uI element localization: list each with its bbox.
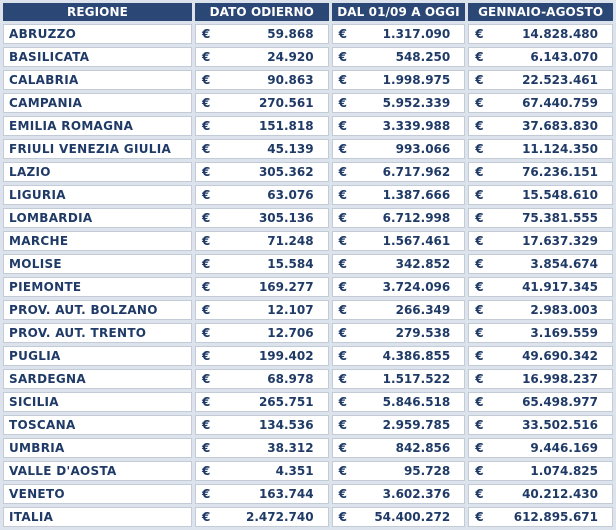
table-row: [3, 162, 613, 182]
currency-symbol: €: [201, 372, 211, 386]
dal-01-09-cell: [332, 300, 466, 320]
currency-symbol: €: [338, 165, 347, 179]
currency-symbol: €: [338, 96, 347, 110]
amount-value: 3.169.559: [530, 326, 598, 340]
currency-symbol: €: [475, 487, 484, 501]
amount-value: 1.517.522: [382, 372, 451, 386]
table-row: [3, 461, 613, 481]
currency-symbol: €: [475, 441, 484, 455]
dato-odierno-cell: [195, 162, 329, 182]
currency-symbol: €: [475, 418, 484, 432]
currency-symbol: €: [201, 510, 211, 524]
header-dato-odierno: DATO ODIERNO: [195, 3, 329, 21]
gennaio-agosto-cell: [468, 185, 613, 205]
currency-symbol: €: [475, 165, 484, 179]
currency-symbol: €: [201, 487, 211, 501]
header-gennaio-agosto: GENNAIO-AGOSTO: [468, 3, 613, 21]
amount-value: 16.998.237: [522, 372, 598, 386]
gennaio-agosto-cell: [468, 346, 613, 366]
amount-value: 5.846.518: [382, 395, 451, 409]
amount-value: 63.076: [267, 188, 314, 202]
currency-symbol: €: [201, 234, 211, 248]
dal-01-09-cell: [332, 323, 466, 343]
currency-symbol: €: [475, 188, 484, 202]
amount-value: 67.440.759: [522, 96, 598, 110]
dato-odierno-cell: [195, 70, 329, 90]
currency-symbol: €: [475, 211, 484, 225]
dal-01-09-cell: [332, 277, 466, 297]
amount-value: 4.351: [275, 464, 314, 478]
region-name-cell: PIEMONTE: [3, 277, 192, 297]
amount-value: 270.561: [258, 96, 314, 110]
dato-odierno-cell: [195, 277, 329, 297]
gennaio-agosto-cell: [468, 162, 613, 182]
dato-odierno-cell: [195, 300, 329, 320]
amount-value: 33.502.516: [522, 418, 598, 432]
amount-value: 12.107: [267, 303, 314, 317]
gennaio-agosto-cell: [468, 300, 613, 320]
currency-symbol: €: [475, 234, 484, 248]
dal-01-09-cell: [332, 507, 466, 527]
gennaio-agosto-cell: [468, 208, 613, 228]
dato-odierno-cell: [195, 484, 329, 504]
amount-value: 1.998.975: [382, 73, 451, 87]
amount-value: 1.317.090: [382, 27, 451, 41]
currency-symbol: €: [338, 234, 347, 248]
header-dal-01-09: DAL 01/09 A OGGI: [332, 3, 466, 21]
currency-symbol: €: [201, 73, 211, 87]
currency-symbol: €: [338, 487, 347, 501]
region-name-cell: FRIULI VENEZIA GIULIA: [3, 139, 192, 159]
amount-value: 134.536: [258, 418, 314, 432]
table-row: [3, 392, 613, 412]
currency-symbol: €: [338, 280, 347, 294]
currency-symbol: €: [338, 418, 347, 432]
table-row: [3, 369, 613, 389]
amount-value: 22.523.461: [522, 73, 598, 87]
amount-value: 49.690.342: [522, 349, 598, 363]
amount-value: 4.386.855: [382, 349, 451, 363]
dato-odierno-cell: [195, 93, 329, 113]
currency-symbol: €: [201, 165, 211, 179]
table-row: [3, 47, 613, 67]
table-row: [3, 231, 613, 251]
amount-value: 265.751: [258, 395, 314, 409]
dato-odierno-cell: [195, 392, 329, 412]
dato-odierno-cell: [195, 185, 329, 205]
gennaio-agosto-cell: [468, 461, 613, 481]
region-name-cell: UMBRIA: [3, 438, 192, 458]
amount-value: 548.250: [395, 50, 451, 64]
currency-symbol: €: [201, 303, 211, 317]
amount-value: 612.895.671: [513, 510, 598, 524]
header-row: [3, 3, 613, 21]
dato-odierno-cell: [195, 369, 329, 389]
dal-01-09-cell: [332, 484, 466, 504]
currency-symbol: €: [338, 464, 347, 478]
dal-01-09-cell: [332, 116, 466, 136]
currency-symbol: €: [201, 96, 211, 110]
table-row: [3, 24, 613, 44]
currency-symbol: €: [201, 257, 211, 271]
amount-value: 2.959.785: [382, 418, 451, 432]
currency-symbol: €: [338, 119, 347, 133]
region-name-cell: SARDEGNA: [3, 369, 192, 389]
amount-value: 342.852: [395, 257, 451, 271]
currency-symbol: €: [201, 395, 211, 409]
gennaio-agosto-cell: [468, 70, 613, 90]
gennaio-agosto-cell: [468, 484, 613, 504]
gennaio-agosto-cell: [468, 277, 613, 297]
amount-value: 1.387.666: [382, 188, 451, 202]
amount-value: 279.538: [395, 326, 451, 340]
region-name-cell: CALABRIA: [3, 70, 192, 90]
amount-value: 59.868: [267, 27, 314, 41]
region-name-cell: TOSCANA: [3, 415, 192, 435]
currency-symbol: €: [338, 27, 347, 41]
region-name-cell: ITALIA: [3, 507, 192, 527]
amount-value: 54.400.272: [374, 510, 451, 524]
table-body: [3, 24, 613, 527]
table-row: [3, 254, 613, 274]
amount-value: 40.212.430: [522, 487, 598, 501]
dal-01-09-cell: [332, 70, 466, 90]
amount-value: 68.978: [267, 372, 314, 386]
dato-odierno-cell: [195, 254, 329, 274]
amount-value: 65.498.977: [522, 395, 598, 409]
gennaio-agosto-cell: [468, 254, 613, 274]
currency-symbol: €: [475, 73, 484, 87]
currency-symbol: €: [201, 280, 211, 294]
table-row: [3, 323, 613, 343]
region-name-cell: ABRUZZO: [3, 24, 192, 44]
amount-value: 1.074.825: [530, 464, 598, 478]
amount-value: 163.744: [258, 487, 314, 501]
amount-value: 169.277: [258, 280, 314, 294]
amount-value: 151.818: [258, 119, 314, 133]
currency-symbol: €: [338, 50, 347, 64]
gennaio-agosto-cell: [468, 369, 613, 389]
currency-symbol: €: [338, 188, 347, 202]
gennaio-agosto-cell: [468, 231, 613, 251]
amount-value: 17.637.329: [522, 234, 598, 248]
dal-01-09-cell: [332, 93, 466, 113]
table-row: [3, 70, 613, 90]
region-name-cell: CAMPANIA: [3, 93, 192, 113]
amount-value: 9.446.169: [530, 441, 598, 455]
dato-odierno-cell: [195, 47, 329, 67]
amount-value: 12.706: [267, 326, 314, 340]
amount-value: 266.349: [395, 303, 451, 317]
dato-odierno-cell: [195, 415, 329, 435]
currency-symbol: €: [475, 142, 484, 156]
table-row: [3, 93, 613, 113]
region-name-cell: VALLE D'AOSTA: [3, 461, 192, 481]
amount-value: 2.472.740: [246, 510, 314, 524]
amount-value: 38.312: [267, 441, 314, 455]
amount-value: 15.584: [267, 257, 314, 271]
amount-value: 5.952.339: [382, 96, 451, 110]
table-row-total: [3, 507, 613, 527]
region-name-cell: SICILIA: [3, 392, 192, 412]
dato-odierno-cell: [195, 116, 329, 136]
currency-symbol: €: [201, 50, 211, 64]
amount-value: 24.920: [267, 50, 314, 64]
currency-symbol: €: [475, 257, 484, 271]
currency-symbol: €: [475, 510, 484, 524]
amount-value: 6.712.998: [382, 211, 451, 225]
currency-symbol: €: [475, 372, 484, 386]
dato-odierno-cell: [195, 438, 329, 458]
currency-symbol: €: [475, 464, 484, 478]
dal-01-09-cell: [332, 461, 466, 481]
amount-value: 3.602.376: [382, 487, 451, 501]
currency-symbol: €: [201, 119, 211, 133]
dal-01-09-cell: [332, 139, 466, 159]
amount-value: 305.136: [258, 211, 314, 225]
amount-value: 993.066: [395, 142, 451, 156]
dato-odierno-cell: [195, 24, 329, 44]
gennaio-agosto-cell: [468, 47, 613, 67]
table-row: [3, 139, 613, 159]
amount-value: 37.683.830: [522, 119, 598, 133]
dal-01-09-cell: [332, 392, 466, 412]
amount-value: 199.402: [258, 349, 314, 363]
currency-symbol: €: [475, 349, 484, 363]
amount-value: 41.917.345: [522, 280, 598, 294]
amount-value: 75.381.555: [522, 211, 598, 225]
dal-01-09-cell: [332, 24, 466, 44]
table-row: [3, 346, 613, 366]
currency-symbol: €: [475, 27, 484, 41]
dal-01-09-cell: [332, 231, 466, 251]
amount-value: 842.856: [395, 441, 451, 455]
currency-symbol: €: [201, 349, 211, 363]
currency-symbol: €: [338, 349, 347, 363]
gennaio-agosto-cell: [468, 24, 613, 44]
table-row: [3, 277, 613, 297]
amount-value: 305.362: [258, 165, 314, 179]
currency-symbol: €: [475, 303, 484, 317]
amount-value: 45.139: [267, 142, 314, 156]
dato-odierno-cell: [195, 208, 329, 228]
currency-symbol: €: [201, 188, 211, 202]
dato-odierno-cell: [195, 231, 329, 251]
dato-odierno-cell: [195, 323, 329, 343]
dato-odierno-cell: [195, 507, 329, 527]
amount-value: 15.548.610: [522, 188, 598, 202]
amount-value: 90.863: [267, 73, 314, 87]
dal-01-09-cell: [332, 208, 466, 228]
dal-01-09-cell: [332, 346, 466, 366]
region-name-cell: PUGLIA: [3, 346, 192, 366]
table-row: [3, 300, 613, 320]
dal-01-09-cell: [332, 415, 466, 435]
gennaio-agosto-cell: [468, 415, 613, 435]
currency-symbol: €: [201, 27, 211, 41]
amount-value: 14.828.480: [522, 27, 598, 41]
currency-symbol: €: [338, 211, 347, 225]
currency-symbol: €: [475, 96, 484, 110]
currency-symbol: €: [338, 326, 347, 340]
currency-symbol: €: [338, 73, 347, 87]
dal-01-09-cell: [332, 162, 466, 182]
dato-odierno-cell: [195, 461, 329, 481]
region-name-cell: MARCHE: [3, 231, 192, 251]
currency-symbol: €: [338, 441, 347, 455]
amount-value: 95.728: [403, 464, 451, 478]
currency-symbol: €: [475, 50, 484, 64]
currency-symbol: €: [475, 395, 484, 409]
currency-symbol: €: [201, 418, 211, 432]
amount-value: 6.143.070: [530, 50, 598, 64]
region-name-cell: VENETO: [3, 484, 192, 504]
amount-value: 11.124.350: [522, 142, 598, 156]
currency-symbol: €: [475, 119, 484, 133]
region-name-cell: LIGURIA: [3, 185, 192, 205]
dal-01-09-cell: [332, 369, 466, 389]
amount-value: 71.248: [267, 234, 314, 248]
gennaio-agosto-cell: [468, 392, 613, 412]
amount-value: 6.717.962: [382, 165, 451, 179]
dato-odierno-cell: [195, 346, 329, 366]
amount-value: 2.983.003: [530, 303, 598, 317]
table-row: [3, 438, 613, 458]
dato-odierno-cell: [195, 139, 329, 159]
region-name-cell: PROV. AUT. BOLZANO: [3, 300, 192, 320]
currency-symbol: €: [201, 464, 211, 478]
currency-symbol: €: [338, 142, 347, 156]
currency-symbol: €: [338, 395, 347, 409]
region-name-cell: MOLISE: [3, 254, 192, 274]
table-row: [3, 208, 613, 228]
amount-value: 3.339.988: [382, 119, 451, 133]
table-row: [3, 185, 613, 205]
region-name-cell: PROV. AUT. TRENTO: [3, 323, 192, 343]
gennaio-agosto-cell: [468, 116, 613, 136]
gennaio-agosto-cell: [468, 438, 613, 458]
region-name-cell: BASILICATA: [3, 47, 192, 67]
gennaio-agosto-cell: [468, 507, 613, 527]
table-row: [3, 415, 613, 435]
currency-symbol: €: [201, 142, 211, 156]
dal-01-09-cell: [332, 438, 466, 458]
header-regione: REGIONE: [3, 3, 192, 21]
amount-value: 3.854.674: [530, 257, 598, 271]
region-name-cell: EMILIA ROMAGNA: [3, 116, 192, 136]
currency-symbol: €: [201, 211, 211, 225]
amount-value: 1.567.461: [382, 234, 451, 248]
dal-01-09-cell: [332, 254, 466, 274]
currency-symbol: €: [475, 326, 484, 340]
currency-symbol: €: [338, 372, 347, 386]
region-name-cell: LOMBARDIA: [3, 208, 192, 228]
gennaio-agosto-cell: [468, 323, 613, 343]
amount-value: 3.724.096: [382, 280, 451, 294]
currency-symbol: €: [338, 303, 347, 317]
currency-symbol: €: [201, 326, 211, 340]
amount-value: 76.236.151: [522, 165, 598, 179]
region-name-cell: LAZIO: [3, 162, 192, 182]
currency-symbol: €: [338, 257, 347, 271]
currency-symbol: €: [475, 280, 484, 294]
gennaio-agosto-cell: [468, 139, 613, 159]
currency-symbol: €: [201, 441, 211, 455]
table-row: [3, 484, 613, 504]
currency-symbol: €: [338, 510, 347, 524]
dal-01-09-cell: [332, 47, 466, 67]
dal-01-09-cell: [332, 185, 466, 205]
gennaio-agosto-cell: [468, 93, 613, 113]
table-row: [3, 116, 613, 136]
